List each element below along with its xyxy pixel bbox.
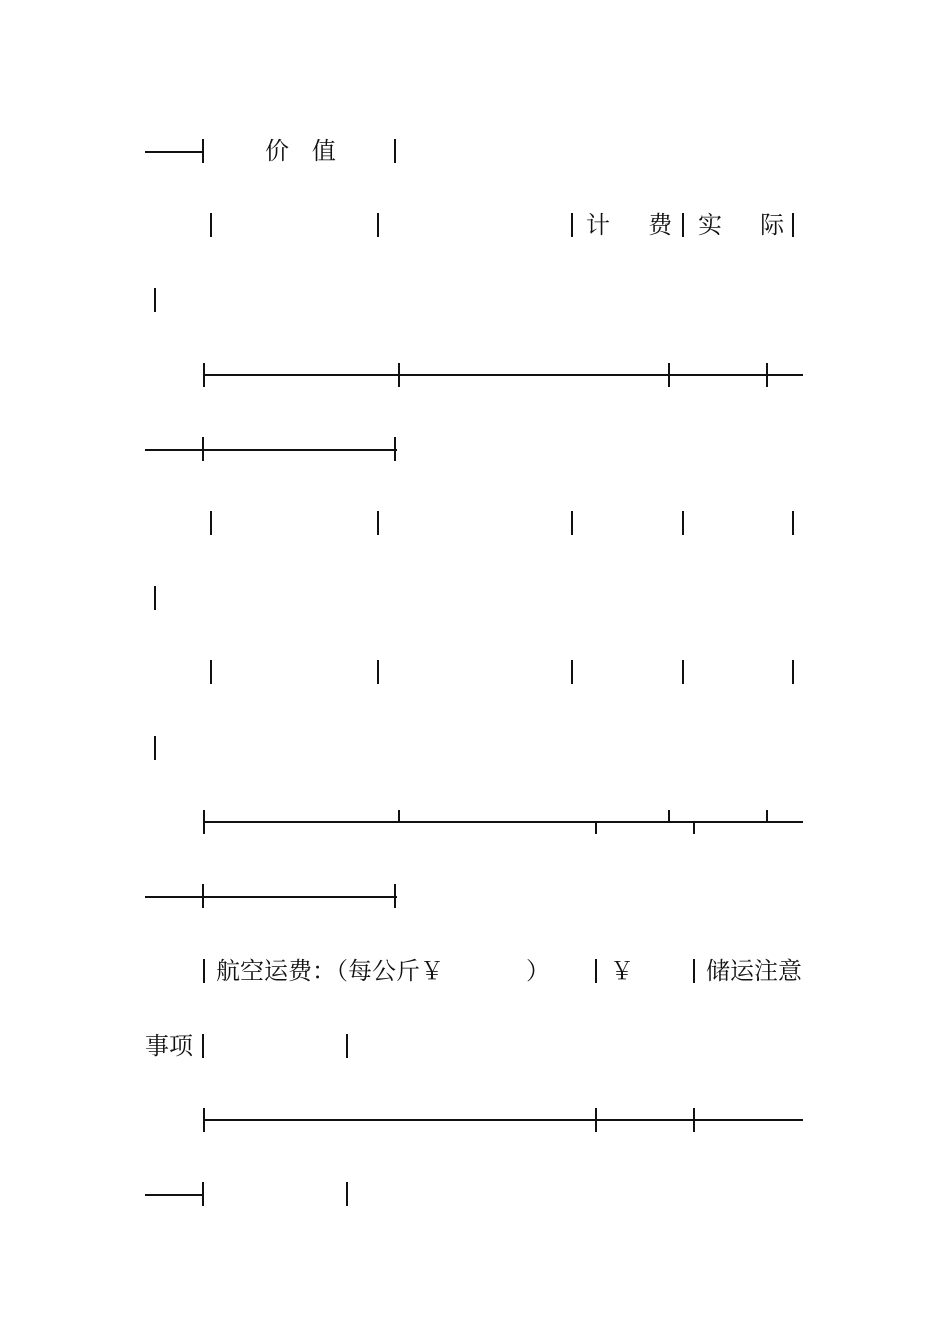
storage-label-cont: 事项: [145, 1032, 193, 1060]
rule-v: [595, 822, 597, 834]
yen-symbol: ￥: [610, 957, 634, 985]
rule-v: [595, 1108, 597, 1132]
freight-label: 航空运费：（每公斤￥: [216, 957, 444, 985]
rule-v: [346, 1034, 348, 1058]
rule-v: [766, 810, 768, 822]
rule-v: [792, 213, 794, 237]
rule-v: [766, 363, 768, 387]
rule-v: [210, 213, 212, 237]
rule-v: [346, 1182, 348, 1206]
rule-h: [145, 1194, 203, 1196]
rule-v: [203, 959, 205, 983]
rule-v: [693, 1108, 695, 1132]
rule-v: [154, 288, 156, 312]
rule-v: [398, 810, 400, 822]
rule-v: [571, 213, 573, 237]
rule-v: [202, 437, 204, 461]
rule-v: [202, 884, 204, 908]
rule-v: [668, 363, 670, 387]
rule-h: [203, 1119, 803, 1121]
rule-v: [394, 884, 396, 908]
rule-v: [394, 139, 396, 163]
rule-v: [202, 1182, 204, 1206]
rule-v: [693, 959, 695, 983]
rule-h: [145, 449, 397, 451]
rule-v: [394, 437, 396, 461]
storage-label: 储运注意: [706, 957, 802, 985]
value-label: 价 值: [265, 137, 336, 165]
rule-v: [792, 511, 794, 535]
rule-v: [682, 213, 684, 237]
rule-v: [377, 660, 379, 684]
rule-v: [595, 959, 597, 983]
rule-v: [202, 1034, 204, 1058]
freight-close: ）: [526, 957, 550, 985]
rule-v: [210, 660, 212, 684]
rule-v: [668, 810, 670, 822]
rule-v: [154, 586, 156, 610]
rule-v: [398, 363, 400, 387]
rule-h: [145, 896, 397, 898]
rule-v: [792, 660, 794, 684]
rule-v: [210, 511, 212, 535]
rule-v: [693, 822, 695, 834]
rule-h: [203, 821, 803, 823]
rule-h: [145, 151, 203, 153]
rule-v: [682, 660, 684, 684]
rule-v: [154, 736, 156, 760]
rule-v: [571, 511, 573, 535]
rule-h: [203, 374, 803, 376]
rule-v: [377, 511, 379, 535]
rule-v: [682, 511, 684, 535]
rule-v: [571, 660, 573, 684]
actual-label: 实 际: [698, 211, 785, 239]
rule-v: [377, 213, 379, 237]
charge-label: 计 费: [586, 211, 673, 239]
rule-v: [202, 139, 204, 163]
